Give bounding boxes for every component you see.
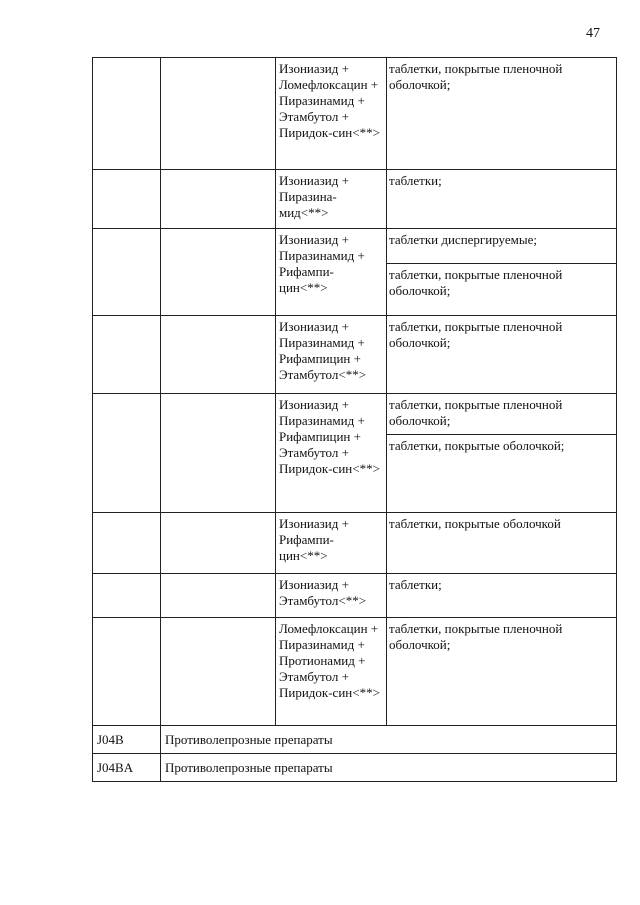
atc-group-name-cell: Противолепрозные препараты bbox=[161, 754, 617, 782]
drug-name-cell: Изониазид + Ломефлоксацин + Пиразинамид + Этамбутол + Пиридок-син<**> bbox=[276, 58, 387, 170]
table-row bbox=[93, 394, 617, 513]
dosage-form: таблетки, покрытые оболочкой bbox=[389, 516, 561, 531]
drug-name-cell: Изониазид + Пиразинамид + Рифампи-цин<**> bbox=[276, 229, 387, 316]
atc-code-cell bbox=[93, 229, 161, 316]
atc-group-name-cell: Противолепрозные препараты bbox=[161, 726, 617, 754]
dosage-form: таблетки, покрытые пленочной оболочкой; bbox=[387, 263, 616, 304]
atc-group-cell bbox=[161, 316, 276, 394]
dosage-form: таблетки, покрытые пленочной оболочкой; bbox=[389, 621, 563, 652]
table-row bbox=[93, 316, 617, 394]
dosage-forms-cell bbox=[387, 394, 617, 513]
drug-name-cell: Изониазид + Рифампи-цин<**> bbox=[276, 513, 387, 574]
dosage-form: таблетки; bbox=[389, 577, 442, 592]
atc-group-cell bbox=[161, 229, 276, 316]
drug-table bbox=[92, 57, 617, 782]
atc-group-cell bbox=[161, 513, 276, 574]
dosage-forms-cell bbox=[387, 574, 617, 618]
atc-code-cell: J04BA bbox=[93, 754, 161, 782]
atc-group-cell bbox=[161, 58, 276, 170]
atc-group-cell bbox=[161, 618, 276, 726]
drug-name-cell: Изониазид + Этамбутол<**> bbox=[276, 574, 387, 618]
drug-name-cell: Ломефлоксацин + Пиразинамид + Протионамид + Этамбутол + Пиридок-син<**> bbox=[276, 618, 387, 726]
atc-code-cell bbox=[93, 618, 161, 726]
table-row bbox=[93, 170, 617, 229]
atc-code-cell bbox=[93, 58, 161, 170]
drug-name-cell: Изониазид + Пиразинамид + Рифампицин + Этамбутол<**> bbox=[276, 316, 387, 394]
atc-code-cell bbox=[93, 394, 161, 513]
page-number: 47 bbox=[586, 26, 600, 41]
table-row bbox=[93, 229, 617, 316]
table-row bbox=[93, 726, 617, 754]
dosage-form: таблетки; bbox=[389, 173, 442, 188]
atc-code-cell: J04B bbox=[93, 726, 161, 754]
atc-code-cell bbox=[93, 316, 161, 394]
atc-code-cell bbox=[93, 574, 161, 618]
drug-name-cell: Изониазид + Пиразинамид + Рифампицин + Этамбутол + Пиридок-син<**> bbox=[276, 394, 387, 513]
dosage-forms-cell bbox=[387, 229, 617, 316]
table-row bbox=[93, 513, 617, 574]
dosage-forms-cell bbox=[387, 170, 617, 229]
dosage-forms-cell bbox=[387, 58, 617, 170]
dosage-forms-cell bbox=[387, 316, 617, 394]
atc-group-cell bbox=[161, 170, 276, 229]
atc-group-cell bbox=[161, 574, 276, 618]
atc-group-cell bbox=[161, 394, 276, 513]
dosage-form: таблетки диспергируемые; bbox=[389, 232, 537, 247]
dosage-form: таблетки, покрытые оболочкой; bbox=[387, 434, 616, 459]
atc-code-cell bbox=[93, 513, 161, 574]
dosage-form: таблетки, покрытые пленочной оболочкой; bbox=[389, 61, 563, 92]
atc-code-cell bbox=[93, 170, 161, 229]
drug-name-cell: Изониазид + Пиразина-мид<**> bbox=[276, 170, 387, 229]
table-row bbox=[93, 574, 617, 618]
dosage-form: таблетки, покрытые пленочной оболочкой; bbox=[389, 397, 563, 428]
dosage-forms-cell bbox=[387, 513, 617, 574]
table-row bbox=[93, 58, 617, 170]
dosage-form: таблетки, покрытые пленочной оболочкой; bbox=[389, 319, 563, 350]
dosage-forms-cell bbox=[387, 618, 617, 726]
table-row bbox=[93, 754, 617, 782]
table-row bbox=[93, 618, 617, 726]
